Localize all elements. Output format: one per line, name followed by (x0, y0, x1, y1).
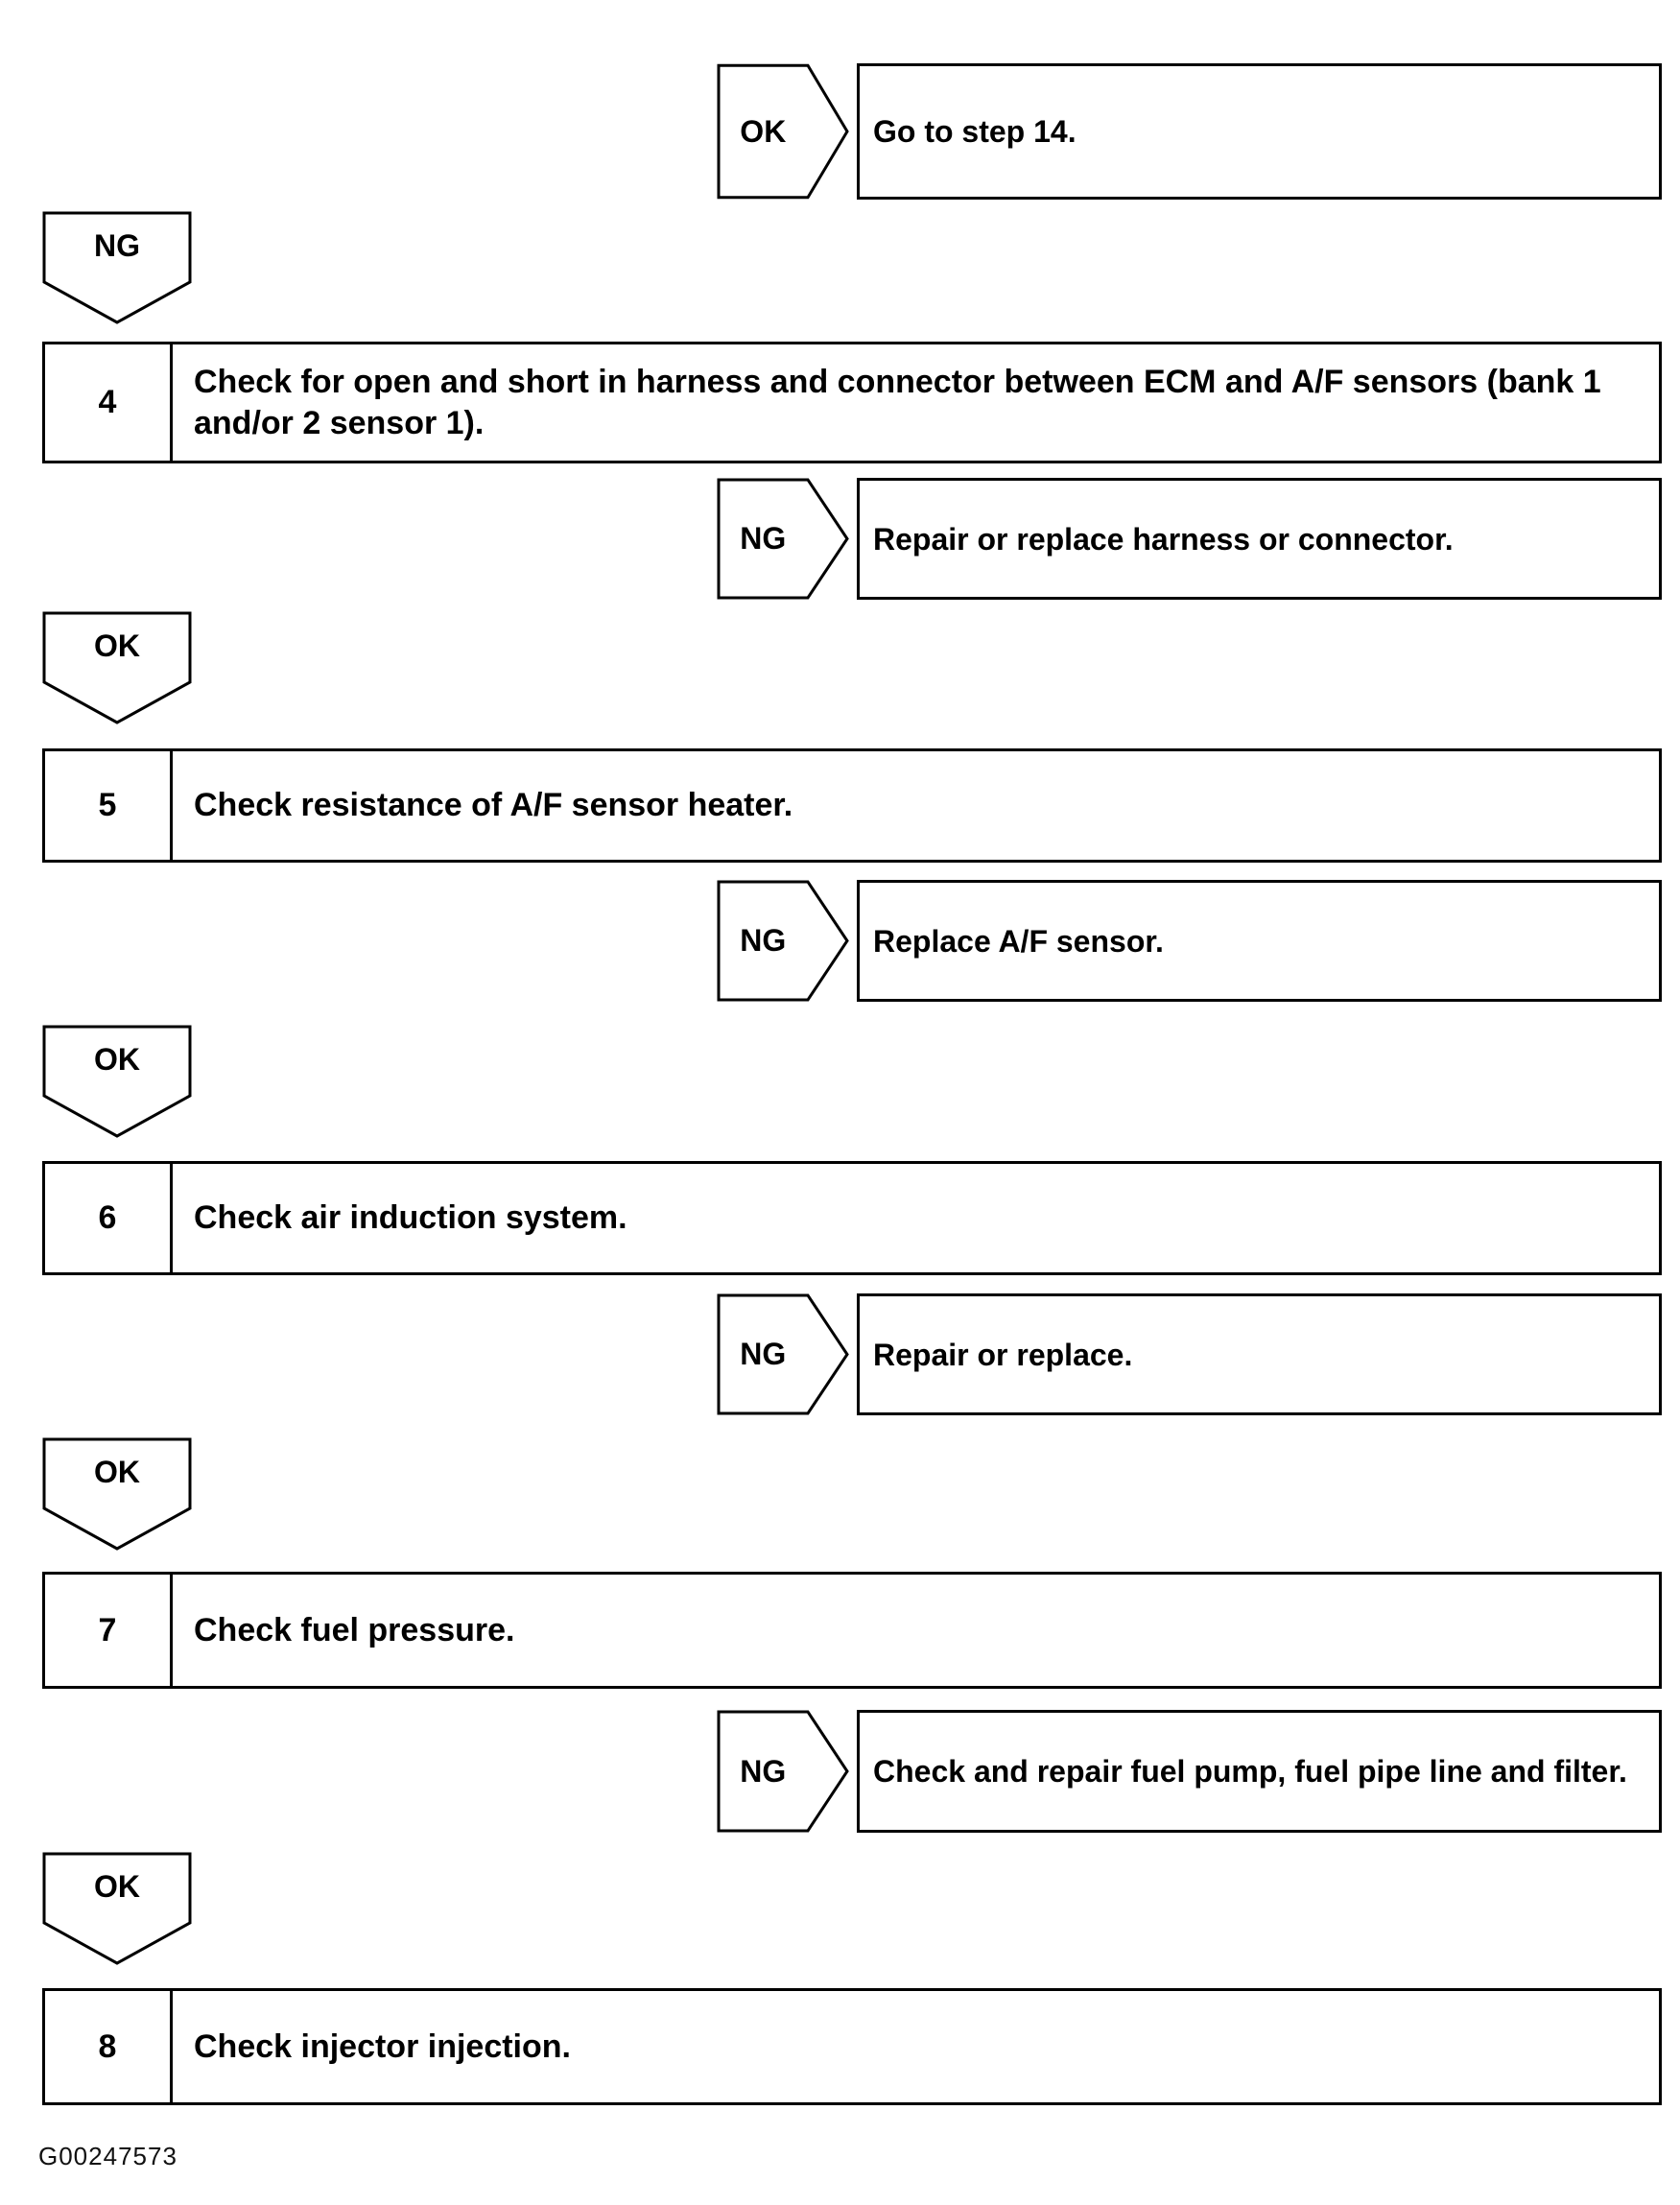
step-number: 8 (45, 1991, 173, 2102)
branch-label: NG (740, 1337, 787, 1371)
branch-row-ng (717, 1710, 1662, 1833)
result-box (857, 478, 1662, 600)
branch-row-ng (717, 478, 1662, 600)
figure-id-caption: G00247573 (38, 2142, 177, 2170)
step-number: 6 (45, 1164, 173, 1272)
connector-label: OK (94, 628, 140, 664)
ng-arrow-icon (717, 1710, 849, 1833)
result-box (857, 880, 1662, 1002)
branch-row-ng (717, 880, 1662, 1002)
ok-arrow-icon (717, 63, 849, 200)
result-box (857, 63, 1662, 200)
ok-down-arrow-icon (42, 1437, 192, 1551)
result-text: Check and repair fuel pump, fuel pipe line and filter. (873, 1754, 1627, 1789)
ng-arrow-icon (717, 880, 849, 1002)
result-text: Go to step 14. (873, 114, 1077, 149)
result-box (857, 1710, 1662, 1833)
branch-row-ng (717, 1293, 1662, 1415)
connector-label: OK (94, 1869, 140, 1905)
step-row-6 (42, 1161, 1662, 1275)
ok-down-arrow-icon (42, 1025, 192, 1138)
step-number: 7 (45, 1575, 173, 1686)
step-row-7 (42, 1572, 1662, 1689)
connector-label: OK (94, 1042, 140, 1078)
result-text: Replace A/F sensor. (873, 923, 1164, 959)
ng-arrow-icon (717, 478, 849, 600)
connector-label: OK (94, 1455, 140, 1490)
branch-label: NG (740, 923, 787, 958)
step-text: Check injector injection. (194, 2027, 571, 2065)
step-number: 5 (45, 751, 173, 860)
step-text: Check resistance of A/F sensor heater. (194, 787, 793, 824)
step-row-5 (42, 748, 1662, 863)
ng-arrow-icon (717, 1293, 849, 1415)
branch-label: OK (740, 113, 787, 149)
ok-down-arrow-icon (42, 1852, 192, 1965)
result-box (857, 1293, 1662, 1415)
branch-label: NG (740, 521, 787, 556)
ok-down-arrow-icon (42, 611, 192, 724)
step-text: Check for open and short in harness and connector between ECM and A/F sensors (bank 1 and/or 2 sensor 1). (194, 364, 1601, 441)
result-text: Repair or replace harness or connector. (873, 521, 1454, 557)
result-text: Repair or replace. (873, 1337, 1133, 1372)
step-text: Check air induction system. (194, 1199, 627, 1237)
connector-label: NG (94, 228, 140, 264)
branch-row-ok (717, 63, 1662, 200)
step-number: 4 (45, 344, 173, 461)
step-text: Check fuel pressure. (194, 1611, 515, 1648)
ng-down-arrow-icon (42, 211, 192, 324)
step-row-8 (42, 1988, 1662, 2105)
branch-label: NG (740, 1753, 787, 1789)
step-row-4 (42, 342, 1662, 463)
